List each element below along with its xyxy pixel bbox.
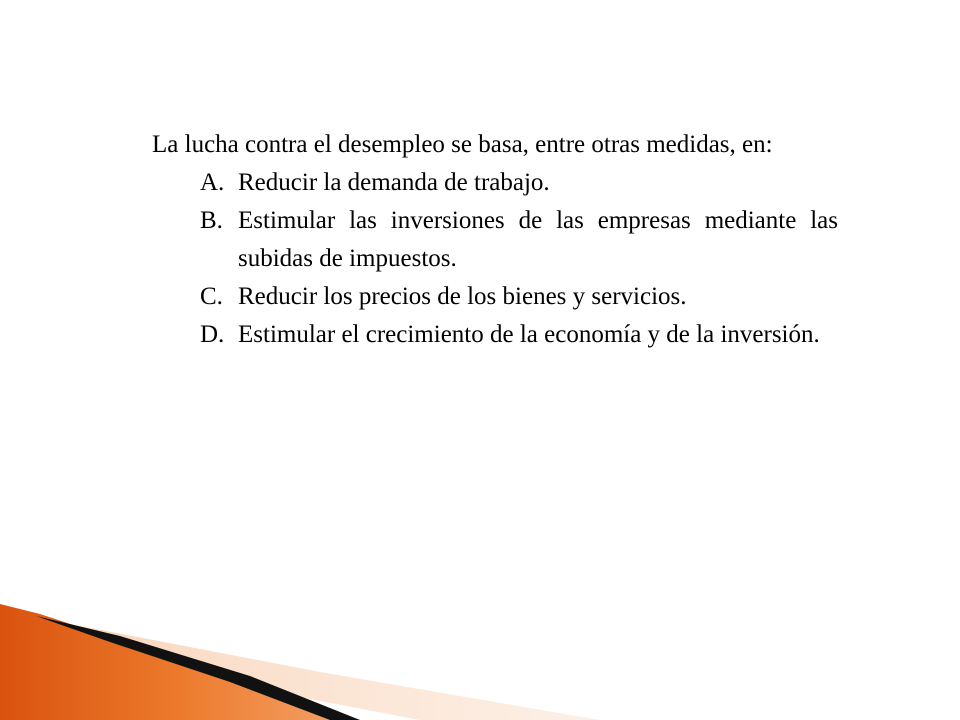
option-b-text: Estimular las inversiones de las empresas mediante las subidas de impuestos. <box>238 207 838 272</box>
question-text: La lucha contra el desempleo se basa, entre otras medidas, en: <box>152 131 773 158</box>
option-a-letter: A. <box>200 169 225 196</box>
option-a <box>200 164 838 202</box>
option-d-text: Estimular el crecimiento de la economía y de la inversión. <box>238 321 820 348</box>
swoosh-dark-stroke <box>36 616 360 720</box>
option-d-letter: D. <box>200 321 225 348</box>
option-c-letter: C. <box>200 283 223 310</box>
option-a-text: Reducir la demanda de trabajo. <box>238 169 550 196</box>
slide-content <box>152 126 838 354</box>
option-c <box>200 278 838 316</box>
option-c-text: Reducir los precios de los bienes y servicios. <box>238 283 687 310</box>
option-b <box>200 202 838 278</box>
option-d <box>200 316 838 354</box>
option-b-letter: B. <box>200 207 223 234</box>
swoosh-light-band <box>0 612 600 720</box>
swoosh-orange-band <box>0 604 360 720</box>
answer-options-list <box>152 164 838 354</box>
